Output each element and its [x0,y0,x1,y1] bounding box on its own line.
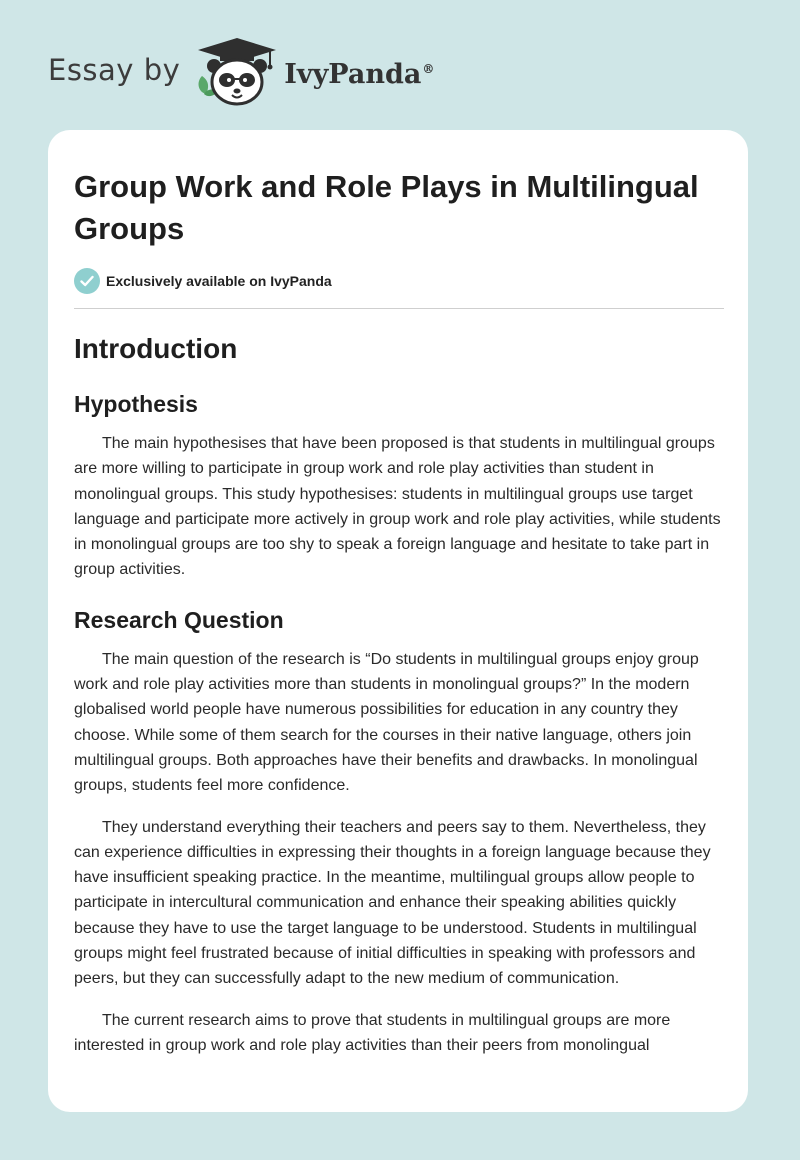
exclusive-badge-text: Exclusively available on IvyPanda [106,273,332,289]
essay-by-label: Essay by [48,53,181,87]
site-header [48,36,434,108]
essay-content [74,166,724,1058]
paragraph: The main question of the research is “Do students in multilingual groups enjoy group work and role play activities more than students in monolingual groups?” In the modern globalised world people have numerous possibilities for education in any country they choose. While some of them search for the courses in their native language, others join multilingual groups. Both approaches have their benefits and drawbacks. In monolingual groups, students feel more confidence. [74,650,699,795]
check-icon [74,268,100,294]
brand-name[interactable]: IvyPanda® [284,58,435,90]
panda-graduation-cap-icon[interactable] [194,36,280,108]
subsection-heading-hypothesis: Hypothesis [74,391,198,417]
paragraph: They understand everything their teachers and peers say to them. Nevertheless, they can experience difficulties in expressing their thoughts in a foreign language because they have insufficient speaking practice. In the meantime, multilingual groups allow people to participate in intercultural communication and enhance their speaking abilities quickly because they have to use the target language to be understood. Students in multilingual groups might feel frustrated because of initial difficulties in speaking with professors and peers, but they can successfully adapt to the new medium of communication. [74,818,711,988]
essay-title: Group Work and Role Plays in Multilingual Groups [74,169,699,246]
paragraph: The main hypothesises that have been proposed is that students in multilingual groups are more willing to participate in group work and role play activities than student in monolingual groups. This study hypothesises: students in multilingual groups use target language and participate more actively in group work and role play activities, while students in monolingual groups are too shy to speak a foreign language and hesitate to take part in group activities. [74,435,721,579]
section-heading-introduction: Introduction [74,333,238,364]
essay-card [48,130,748,1112]
subsection-heading-research-question: Research Question [74,606,284,633]
paragraph: The current research aims to prove that students in multilingual groups are more interested in group work and role play activities than their peers from monolingual [74,1011,671,1054]
title-divider [74,308,724,309]
trademark-symbol: ® [422,61,435,76]
exclusive-badge [74,266,724,296]
